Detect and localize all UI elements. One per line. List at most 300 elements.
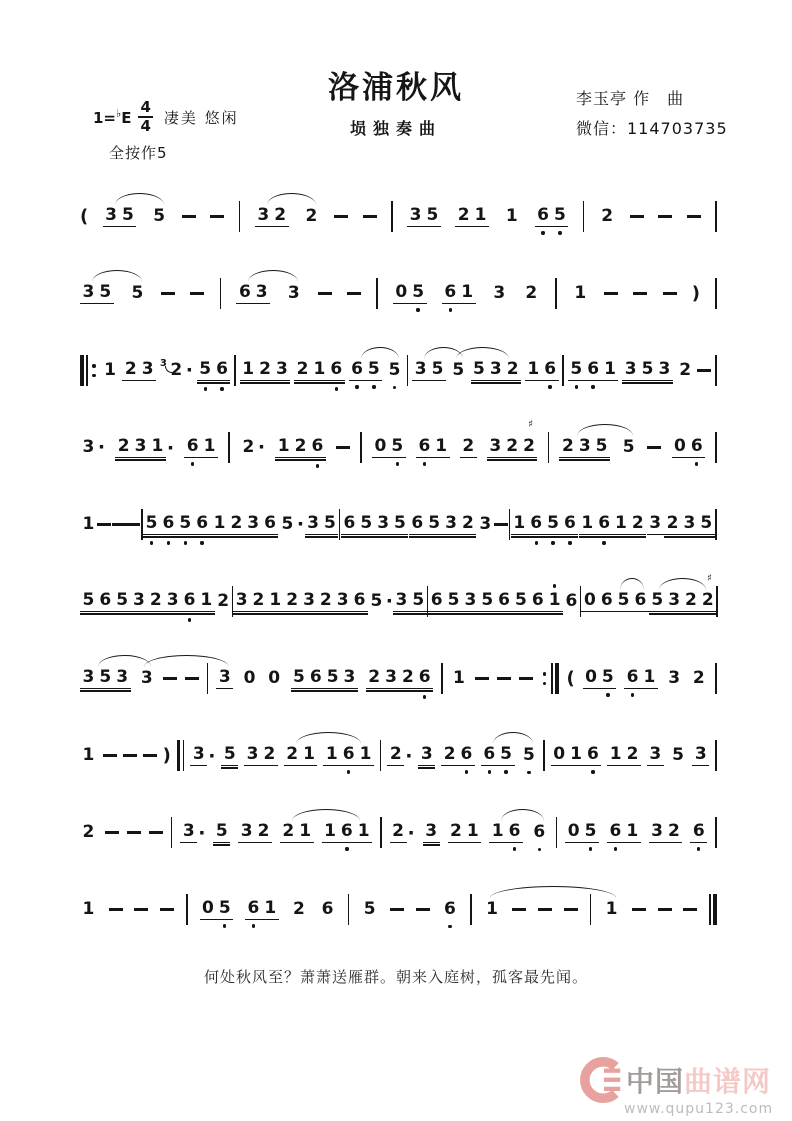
note [240, 438, 265, 458]
barline-stroke [80, 355, 84, 386]
barline-stroke [715, 817, 717, 848]
note [531, 823, 548, 843]
note-digit: 3 [218, 667, 231, 688]
low-octave-dot [465, 770, 468, 773]
note-digit: 3 [578, 436, 591, 457]
note-digit: 2 [667, 821, 680, 842]
note-digit: 1 [615, 513, 627, 534]
note-digit: 3 [425, 821, 438, 842]
slur-arc [659, 578, 706, 590]
low-octave-dot [416, 308, 419, 311]
low-octave-dot [396, 462, 399, 465]
note-digits [563, 592, 580, 612]
sharp-icon: ♯ [706, 573, 712, 585]
note-digit: 6 [245, 899, 262, 919]
augmentation-dot: · [257, 436, 266, 459]
note [233, 591, 300, 612]
slur-arc [267, 193, 316, 205]
note-digit: 2 [286, 744, 299, 765]
note-digit: 1 [203, 436, 216, 457]
note [221, 745, 238, 766]
note-digits [615, 591, 649, 612]
note [407, 206, 441, 227]
note-digits [484, 900, 501, 920]
note-digit: 5 [365, 360, 382, 380]
note-digits [531, 823, 548, 843]
note-digit: 1 [461, 282, 474, 303]
tuning-note: 全按作5 [109, 144, 168, 162]
note-digits [393, 591, 427, 612]
note-digits [690, 669, 707, 689]
low-octave-dot [513, 847, 516, 850]
note-digit: 1 [452, 667, 465, 688]
note-digit: 6 [528, 514, 545, 534]
barline-stroke [407, 355, 409, 386]
note-digit: 1 [486, 898, 498, 919]
note [664, 514, 715, 535]
note-digits [129, 284, 146, 304]
barline-stroke [207, 663, 209, 694]
note-digit: 2 [601, 205, 614, 226]
barline-stroke [715, 355, 717, 386]
note [387, 745, 412, 766]
note-digit: 3 [694, 744, 707, 765]
note [80, 900, 97, 920]
dash-beat [663, 292, 677, 294]
dash-beat [161, 292, 175, 294]
note-digit: 3 [287, 282, 300, 303]
note-digit: 1 [213, 513, 226, 534]
note [649, 573, 716, 612]
dash-beat [185, 677, 199, 679]
note-digit: 5 [360, 513, 373, 534]
note-digits [322, 822, 373, 843]
note-digit: 5 [293, 667, 305, 688]
note-digit: 3 [489, 359, 502, 380]
slur-arc [361, 347, 399, 359]
note-digits [213, 822, 230, 843]
note-digit: 3 [240, 821, 253, 842]
note-digits [349, 360, 383, 381]
barline-stroke [360, 432, 362, 463]
note-digits [280, 822, 314, 843]
note-digit: 2 [685, 590, 697, 611]
note [284, 745, 318, 766]
key-signature [93, 107, 131, 127]
note-digits [690, 822, 707, 843]
barline-bar [407, 355, 409, 386]
note-digit: 3 [336, 590, 349, 611]
barline-bar [555, 278, 557, 309]
note-digit: 1 [466, 821, 479, 842]
note-digit: 3 [116, 667, 129, 688]
note-digits [664, 514, 715, 535]
note-digits [386, 361, 403, 381]
note [190, 745, 215, 766]
low-octave-dot [568, 541, 571, 544]
note-digit: 2 [443, 744, 456, 765]
note-digit: 5 [651, 590, 664, 611]
note [690, 669, 707, 689]
repeat-dot [92, 364, 96, 368]
note-digit: 5 [520, 746, 537, 766]
note-digit: 6 [531, 823, 548, 843]
note-digits [572, 284, 589, 304]
note-digit: 1 [200, 590, 213, 611]
barline-stroke [562, 355, 564, 386]
note-digits [80, 283, 114, 304]
note-digit: 3 [303, 590, 315, 611]
note-digit: 3 [82, 282, 95, 303]
note-digits [448, 822, 482, 843]
barline-bar [348, 894, 350, 925]
barline-bar [715, 355, 717, 386]
barline-stroke [713, 894, 717, 925]
note-digit: 1 [574, 282, 587, 303]
note-digit: 1 [324, 821, 336, 842]
note [471, 360, 522, 381]
note-digit: 3 [141, 359, 154, 380]
note-digit: 1 [435, 436, 448, 457]
note [496, 591, 563, 612]
note-digit: 1 [474, 205, 487, 226]
note [319, 900, 336, 920]
note-digit: 6 [542, 360, 559, 380]
note [559, 437, 610, 458]
barline-stroke [470, 894, 472, 925]
note-digit: 5 [281, 513, 294, 534]
barline-bar [441, 663, 443, 694]
note-digit: 2 [368, 667, 381, 688]
score-subtitle: 埙独奏曲 [349, 119, 442, 138]
slur-arc [292, 809, 360, 821]
note-digits [366, 668, 433, 689]
note-digit: 3 [649, 513, 662, 534]
note-digit: 2 [274, 205, 287, 226]
grace-note: 3 [159, 358, 167, 370]
music-line [80, 178, 717, 255]
dash-beat [475, 677, 489, 679]
note [238, 822, 272, 843]
parenthesis: ( [80, 206, 89, 227]
dash-beat [658, 908, 672, 910]
note-digit: 2 [124, 359, 137, 380]
poem-line: 何处秋风至？萧萧送雁群。朝来入庭树，孤客最先闻。 [203, 968, 588, 986]
note-digit: 2 [296, 359, 309, 380]
barline-bar [228, 432, 230, 463]
note [690, 822, 707, 843]
note-digits [647, 514, 664, 535]
low-octave-dot [200, 541, 203, 544]
note-digits [80, 668, 131, 689]
note-digit: 6 [607, 822, 624, 842]
note-digit: 6 [565, 590, 578, 611]
repeat-dots [92, 364, 96, 377]
note-digits [559, 437, 610, 458]
note-digits [238, 822, 272, 843]
note-digits [412, 360, 446, 381]
dash-beat [538, 908, 552, 910]
note-digit: 6 [416, 668, 433, 688]
barline-stroke [177, 740, 181, 771]
note-digit: 3 [409, 205, 422, 226]
augmentation-dot: · [407, 821, 415, 844]
note-digit: 5 [431, 359, 444, 380]
note-digit: 1 [581, 513, 594, 534]
low-octave-dot [335, 387, 338, 390]
note [393, 591, 427, 612]
note-digit: 1 [513, 513, 526, 534]
watermark [578, 1056, 790, 1117]
low-octave-dot [606, 693, 609, 696]
note [80, 515, 97, 535]
note [677, 361, 694, 381]
note-digit: 2 [286, 590, 299, 611]
note-digit: 5 [700, 513, 713, 534]
key-prefix: 1= [93, 109, 117, 127]
note [138, 669, 155, 689]
note-digit: 1 [277, 436, 290, 457]
barline-bar [716, 586, 718, 617]
barline-bar [562, 355, 564, 386]
dash-beat [683, 908, 697, 910]
dash-beat [347, 292, 361, 294]
note-digits [423, 822, 440, 843]
note-digit: 2 ♯ [701, 573, 714, 611]
dash-beat [126, 523, 140, 525]
barline-bar [556, 817, 558, 848]
barline-stroke [590, 894, 592, 925]
note [215, 592, 232, 612]
low-octave-dot [614, 847, 617, 850]
barline-stroke [380, 817, 382, 848]
note-digits [647, 745, 664, 766]
parenthesis: ( [566, 668, 575, 689]
note-digit: 5 [389, 437, 406, 457]
note-digits [418, 745, 435, 766]
note [535, 206, 569, 227]
dash-beat [318, 292, 332, 294]
barline-bar [715, 201, 717, 232]
note [341, 514, 408, 535]
note-digits [416, 437, 450, 458]
barline-bar [360, 432, 362, 463]
dash-beat [109, 908, 123, 910]
note [303, 207, 320, 227]
note-digit: 5 [481, 590, 494, 611]
barline-stroke [548, 432, 550, 463]
note-digit: 1 [604, 359, 616, 380]
dash-beat [336, 446, 350, 448]
note-digit: 5 [82, 590, 95, 611]
note [647, 745, 664, 766]
barline-bar [543, 740, 545, 771]
note [80, 438, 105, 458]
note-digit: 1 [82, 744, 95, 765]
note-digit: 5 [143, 514, 160, 534]
note-digits [523, 284, 540, 304]
low-octave-dot [504, 770, 507, 773]
note-digits [460, 437, 477, 458]
note-digit: 3 [105, 205, 117, 226]
note [322, 822, 373, 843]
barline-bar [380, 740, 382, 771]
note-digit: 2 [525, 282, 538, 303]
note-digits [503, 207, 520, 227]
note-digit: 2 [461, 513, 474, 534]
note [563, 592, 580, 612]
low-octave-dot [527, 771, 530, 774]
repeat-dot [543, 672, 547, 676]
dash-beat [647, 446, 661, 448]
note-digits [599, 207, 616, 227]
note-digit: 5 [412, 590, 425, 611]
note-digit: 5 [216, 899, 233, 919]
note-digits [624, 668, 658, 689]
repeat-dot [92, 374, 96, 378]
barline-bar [220, 278, 222, 309]
note [266, 669, 283, 689]
note-digit: 3 [624, 359, 637, 380]
note-digit: 6 [194, 514, 211, 534]
note-digit: 5 [323, 513, 336, 534]
note-digit: 6 [458, 745, 475, 765]
note [275, 437, 326, 458]
note-digits [361, 900, 378, 920]
music-line [80, 486, 717, 563]
note-digits [520, 746, 537, 766]
note [103, 206, 137, 227]
sharp-icon: ♯ [528, 419, 534, 431]
note [607, 822, 641, 843]
note [386, 361, 403, 381]
dash-beat [127, 831, 141, 833]
note-digit: 6 [624, 668, 641, 688]
key-row [93, 100, 239, 134]
note-digit: 3 [658, 359, 671, 380]
note-digits [245, 899, 279, 920]
note-digit: 1 [82, 513, 95, 534]
note-digit: 6 [596, 514, 613, 534]
dash-beat [163, 677, 177, 679]
note-digits [487, 419, 538, 458]
note-digits [305, 514, 339, 535]
note-digit: 5 [410, 283, 427, 303]
note [409, 514, 476, 535]
note-digits [255, 206, 289, 227]
note-digit: 1 [546, 591, 563, 611]
note-digits [190, 745, 207, 766]
note-digits [607, 822, 641, 843]
watermark-site-name [626, 1060, 771, 1100]
note-digit: 0 [268, 667, 281, 688]
note [581, 591, 615, 612]
note [455, 206, 489, 227]
note [159, 358, 193, 382]
composer-block [576, 84, 728, 145]
dash-beat [97, 523, 111, 525]
barline-stroke [391, 201, 393, 232]
note-digit: 2 [305, 205, 318, 226]
note-digit: 5 [197, 360, 214, 380]
barline-bar [583, 201, 585, 232]
note-digit: 3 [182, 821, 195, 842]
note-digit: 6 [690, 822, 707, 842]
low-octave-dot [631, 693, 634, 696]
note-digits [236, 283, 270, 304]
note-digits [215, 592, 232, 612]
note-digits [481, 745, 515, 766]
low-octave-dot [488, 770, 491, 773]
page-title: 洛浦秋风 [328, 70, 464, 106]
note [285, 284, 302, 304]
note [568, 360, 619, 381]
note [450, 361, 467, 381]
note-digit: 2 [282, 821, 295, 842]
note-digit: 5 [386, 361, 403, 381]
note-digit: 5 [177, 514, 194, 534]
note [180, 822, 205, 843]
note [291, 668, 358, 689]
note [481, 745, 515, 766]
low-octave-dot [355, 385, 358, 388]
note [620, 438, 637, 458]
low-octave-dot [372, 385, 375, 388]
slur-arc [115, 193, 164, 205]
watermark-url: www.qupu123.com [624, 1101, 774, 1117]
dash-beat [210, 215, 224, 217]
note [622, 360, 673, 381]
note-digits [496, 591, 563, 612]
note-digit: 2 [319, 590, 332, 611]
note-digit: 6 [506, 822, 523, 842]
qupu-logo-icon [578, 1056, 626, 1104]
note-digit: 5 [595, 436, 608, 457]
barline-bar [715, 817, 717, 848]
note-digit: 2 [257, 821, 270, 842]
dash-beat [123, 754, 137, 756]
note [442, 283, 476, 304]
note-digit: 2 [392, 821, 405, 842]
note-digit: 5 [326, 667, 339, 688]
note-digits [233, 591, 300, 612]
note-digit: 2 ♯ [523, 419, 535, 457]
note-digit: 3 [82, 436, 95, 457]
dash-beat [630, 215, 644, 217]
note-digits [455, 206, 489, 227]
note [349, 360, 383, 381]
note-digits [387, 745, 404, 766]
note [666, 669, 683, 689]
note-digits [180, 822, 197, 843]
note-digits [511, 514, 578, 535]
note-digit: 6 [634, 590, 647, 611]
dash-beat [512, 908, 526, 910]
note-digit: 5 [153, 205, 166, 226]
barline-stroke [715, 432, 717, 463]
augmentation-dot: · [185, 359, 193, 382]
dash-beat [190, 292, 204, 294]
note-digit: 5 [215, 821, 228, 842]
note-digits [244, 745, 278, 766]
slur-arc [92, 270, 142, 282]
barline-bar [380, 817, 382, 848]
note-digits [102, 361, 119, 381]
note-digit: 1 [269, 590, 282, 611]
music-line [80, 332, 717, 409]
note [624, 668, 658, 689]
note-digits [603, 900, 620, 920]
